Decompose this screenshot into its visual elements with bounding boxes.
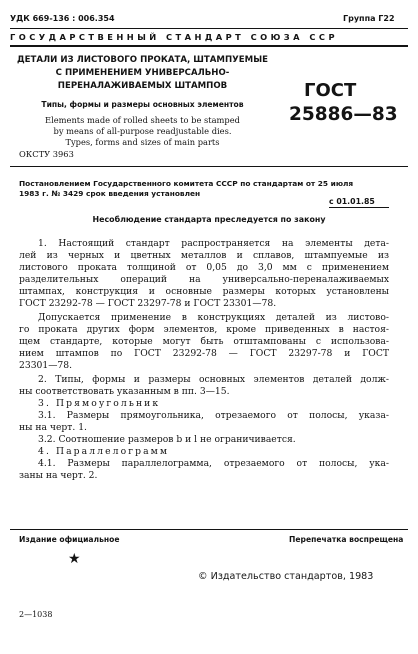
title-subtitle: Типы, формы и размеры основных элементов (41, 100, 244, 109)
p2-line-5: 23301—78. (19, 360, 73, 371)
section-4-heading: 4. Параллелограмм (38, 446, 170, 457)
title-rule (10, 166, 408, 167)
title-line-2: С ПРИМЕНЕНИЕМ УНИВЕРСАЛЬНО- (55, 68, 230, 78)
p1-line-1: 1. Настоящий стандарт распространяется на элементы дета- (38, 238, 389, 249)
gost-number: 25886—83 (289, 104, 398, 125)
s32-line: 3.2. Соотношение размеров b и l не ограничивается. (38, 434, 296, 445)
header-rule-top (10, 28, 408, 29)
s31-line-1: 3.1. Размеры прямоугольника, отрезаемого от полосы, указа- (38, 410, 389, 421)
p3-line-1: 2. Типы, формы и размеры основных элементов деталей долж- (38, 374, 389, 385)
p2-line-2: го проката других форм элементов, кроме приведенных в настоя- (19, 324, 389, 335)
p2-line-3: щем стандарте, которые могут быть отштампованы с использова- (19, 336, 389, 347)
title-line-1: ДЕТАЛИ ИЗ ЛИСТОВОГО ПРОКАТА, ШТАМПУЕМЫЕ (16, 55, 269, 65)
p1-line-6: ГОСТ 23292-78 — ГОСТ 23297-78 и ГОСТ 23301—78. (19, 298, 277, 309)
violation-notice: Несоблюдение стандарта преследуется по закону (92, 215, 326, 224)
footer-rule (10, 529, 408, 530)
title-english-1: Elements made of rolled sheets to be stamped (45, 115, 240, 125)
p3-line-2: ны соответствовать указанным в пп. 3—15. (19, 386, 230, 397)
p1-line-3: листового проката толщиной от 0,05 до 3,0 мм с применением (19, 262, 389, 273)
official-edition: Издание официальное (19, 535, 120, 544)
decree-line-2: 1983 г. № 3429 срок введения установлен (19, 189, 201, 198)
s41-line-1: 4.1. Размеры параллелограмма, отрезаемого от полосы, ука- (38, 458, 389, 469)
p1-line-2: лей из черных и цветных металлов и сплавов, штампуемые из (19, 250, 389, 261)
reprint-prohibited: Перепечатка воспрещена (289, 535, 404, 544)
title-line-3: ПЕРЕНАЛАЖИВАЕМЫХ ШТАМПОВ (57, 81, 228, 91)
okstu-code: ОКСТУ 3963 (19, 149, 74, 159)
decree-line-1: Постановлением Государственного комитета СССР по стандартам от 25 июля (19, 179, 354, 188)
print-code: 2—1038 (19, 610, 53, 619)
effective-date: с 01.01.85 (329, 197, 375, 206)
s41-line-2: заны на черт. 2. (19, 470, 98, 481)
section-3-heading: 3. Прямоугольник (38, 398, 161, 409)
udk-code: УДК 669-136 : 006.354 (10, 14, 115, 23)
effective-date-rule (329, 207, 389, 208)
p1-line-4: разделительных операций на универсально-переналаживаемых (19, 274, 389, 285)
p2-line-4: нием штампов по ГОСТ 23292-78 — ГОСТ 23297-78 и ГОСТ (19, 348, 389, 359)
header-rule-bottom (10, 45, 408, 47)
title-english-2: by means of all-purpose readjustable dies. (53, 126, 232, 136)
standard-banner: ГОСУДАРСТВЕННЫЙ СТАНДАРТ СОЮЗА ССР (10, 32, 338, 42)
publisher-line: © Издательство стандартов, 1983 (198, 571, 374, 582)
p2-line-1: Допускается применение в конструкциях деталей из листово- (38, 312, 389, 323)
gost-label: ГОСТ (304, 80, 357, 101)
star-icon: ★ (68, 551, 81, 567)
title-english-3: Types, forms and sizes of main parts (65, 137, 220, 147)
p1-line-5: штампах, конструкция и основные размеры которых установлены (19, 286, 389, 297)
s31-line-2: ны на черт. 1. (19, 422, 87, 433)
group-code: Группа Г22 (343, 14, 395, 23)
